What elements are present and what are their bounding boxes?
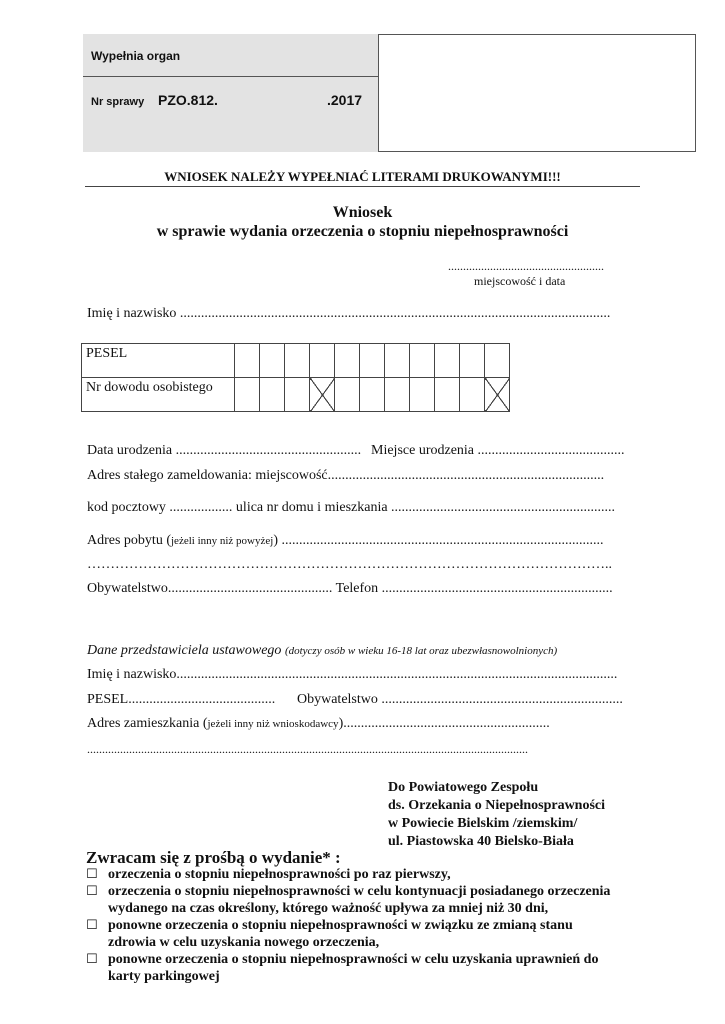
option-text: ponowne orzeczenia o stopniu niepełnosprawności w celu uzyskania uprawnień do	[108, 952, 599, 967]
stay-address-note: jeżeli inny niż powyżej	[171, 535, 274, 547]
form-subtitle: w sprawie wydania orzeczenia o stopniu niepełnosprawności	[156, 223, 569, 240]
id-card-cell[interactable]	[260, 378, 285, 412]
representative-address-note: jeżeli inny niż wnioskodawcy	[207, 718, 339, 730]
form-title: Wniosek	[332, 204, 393, 221]
id-numbers-grid	[81, 343, 510, 412]
checkbox-icon[interactable]: ☐	[86, 867, 98, 882]
checkbox-icon[interactable]: ☐	[86, 952, 98, 967]
birth-place-field[interactable]: Miejsce urodzenia ..........................................	[371, 443, 625, 458]
addressee-line: w Powiecie Bielskim /ziemskim/	[388, 816, 578, 831]
stay-address-field[interactable]	[87, 533, 604, 549]
id-card-cell[interactable]	[335, 378, 360, 412]
pesel-cell[interactable]	[260, 344, 285, 378]
pesel-cell[interactable]	[360, 344, 385, 378]
pesel-row	[82, 344, 510, 378]
crossed-out-cell	[310, 378, 335, 412]
pesel-cell[interactable]	[435, 344, 460, 378]
option-text: wydanego na czas określony, którego ważność upływa za mniej niż 30 dni,	[108, 901, 549, 916]
representative-citizenship-field[interactable]: Obywatelstwo .....................................................................	[297, 692, 623, 707]
representative-address-continuation[interactable]: ...................................................................................................................................................	[87, 742, 528, 756]
option-text: ponowne orzeczenia o stopniu niepełnosprawności w związku ze zmianą stanu	[108, 918, 573, 933]
stay-address-continuation[interactable]: …………………………………………………………………………………………………..	[87, 557, 612, 572]
option-text: orzeczenia o stopniu niepełnosprawności po raz pierwszy,	[108, 867, 451, 882]
pesel-label: PESEL	[82, 344, 235, 378]
representative-address-field[interactable]	[87, 716, 550, 732]
id-card-cell[interactable]	[235, 378, 260, 412]
addressee-line: ds. Orzekania o Niepełnosprawności	[388, 798, 606, 813]
organ-label: Wypełnia organ	[91, 49, 181, 63]
id-card-cell[interactable]	[385, 378, 410, 412]
applicant-name-field[interactable]: Imię i nazwisko ...........................................................................................................................	[87, 306, 611, 321]
case-number-prefix: Nr sprawy	[91, 96, 145, 108]
stay-address-prefix: Adres pobytu (	[87, 533, 171, 548]
id-card-cell[interactable]	[460, 378, 485, 412]
birth-date-field[interactable]: Data urodzenia .....................................................	[87, 443, 362, 458]
option-text: karty parkingowej	[108, 969, 220, 984]
representative-address-prefix: Adres zamieszkania (	[87, 716, 208, 731]
request-option-health-change[interactable]	[86, 917, 610, 951]
pesel-cell[interactable]	[285, 344, 310, 378]
request-option-parking-card[interactable]	[86, 951, 610, 985]
addressee-block	[388, 779, 605, 851]
pesel-cell[interactable]	[385, 344, 410, 378]
pesel-cell[interactable]	[310, 344, 335, 378]
pesel-cell[interactable]	[460, 344, 485, 378]
option-text: orzeczenia o stopniu niepełnosprawności w celu kontynuacji posiadanego orzeczenia	[108, 884, 611, 899]
representative-heading-text: Dane przedstawiciela ustawowego	[87, 643, 282, 658]
id-card-row	[82, 378, 510, 412]
request-option-first-time[interactable]	[86, 866, 610, 883]
request-option-continuation[interactable]	[86, 883, 610, 917]
organ-label-cell	[83, 34, 379, 77]
citizenship-phone-field[interactable]: Obywatelstwo............................................... Telefon ..................................................................	[87, 581, 613, 596]
checkbox-icon[interactable]: ☐	[86, 884, 98, 899]
stay-address-suffix: ) ............................................................................................	[273, 533, 604, 548]
notice-underline	[85, 186, 640, 187]
representative-pesel-field[interactable]: PESEL..........................................	[87, 692, 276, 707]
representative-address-suffix: )...........................................................	[338, 716, 550, 731]
postal-street-field[interactable]: kod pocztowy .................. ulica nr domu i mieszkania ................................................................	[87, 500, 616, 515]
representative-name-field[interactable]: Imię i nazwisko..............................................................................................................................	[87, 667, 618, 682]
place-date-field[interactable]: ....................................................	[448, 259, 604, 273]
crossed-out-cell	[485, 378, 510, 412]
addressee-line: Do Powiatowego Zespołu	[388, 780, 539, 795]
case-number-code: PZO.812.	[158, 92, 218, 108]
request-heading: Zwracam się z prośbą o wydanie* :	[86, 848, 341, 867]
id-card-cell[interactable]	[285, 378, 310, 412]
id-card-label: Nr dowodu osobistego	[82, 378, 235, 412]
checkbox-icon[interactable]: ☐	[86, 918, 98, 933]
registered-address-field[interactable]: Adres stałego zameldowania: miejscowość...............................................................................	[87, 468, 605, 483]
request-options	[86, 866, 610, 985]
place-date-label: miejscowość i data	[474, 274, 566, 288]
option-text: zdrowia w celu uzyskania nowego orzeczenia,	[108, 935, 380, 950]
id-card-cell[interactable]	[435, 378, 460, 412]
representative-heading-note: (dotyczy osób w wieku 16-18 lat oraz ubezwłasnowolnionych)	[284, 645, 558, 657]
pesel-cell[interactable]	[485, 344, 510, 378]
id-card-cell[interactable]	[360, 378, 385, 412]
pesel-cell[interactable]	[410, 344, 435, 378]
addressee-line: ul. Piastowska 40 Bielsko-Biała	[388, 834, 574, 849]
pesel-cell[interactable]	[235, 344, 260, 378]
case-number-cell	[83, 77, 379, 152]
representative-heading	[87, 643, 557, 659]
id-card-cell[interactable]	[410, 378, 435, 412]
pesel-cell[interactable]	[335, 344, 360, 378]
case-number-year: .2017	[327, 92, 363, 108]
uppercase-notice: WNIOSEK NALEŻY WYPEŁNIAĆ LITERAMI DRUKOWANYMI!!!	[164, 169, 561, 184]
